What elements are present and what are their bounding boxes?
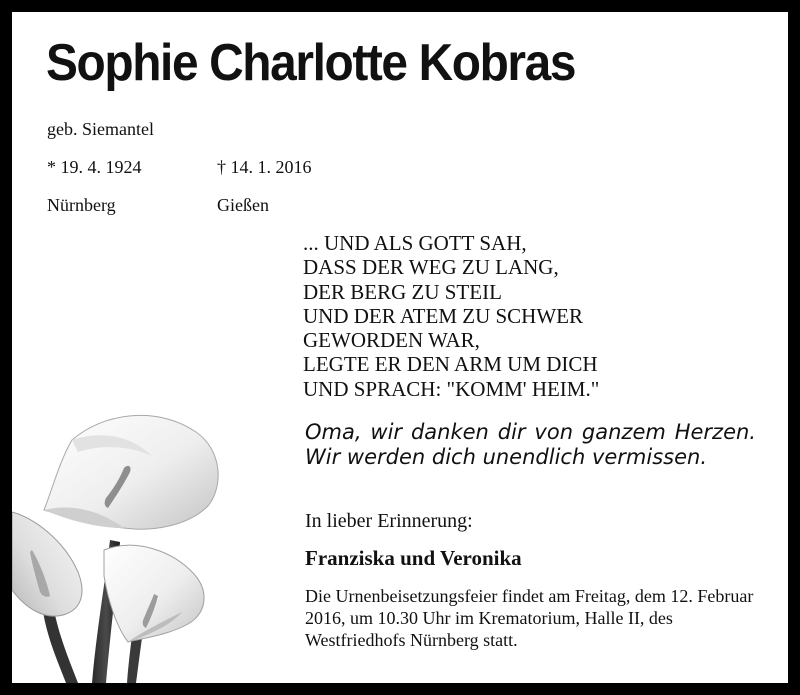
poem-line: GEWORDEN WAR, <box>303 328 480 353</box>
poem-line: DER BERG ZU STEIL <box>303 279 502 304</box>
poem-line: UND SPRACH: "KOMM' HEIM." <box>303 376 600 401</box>
memory-line: In lieber Erinnerung: <box>305 510 473 532</box>
stem <box>127 635 142 683</box>
death-place: Gießen <box>217 195 269 215</box>
deceased-name: Sophie Charlotte Kobras <box>46 34 576 92</box>
thanks-message: Oma, wir danken dir von ganzem Herzen. Wir werden dich unendlich vermissen. <box>305 420 756 469</box>
poem-line: ... UND ALS GOTT SAH, <box>303 231 527 255</box>
petal <box>12 512 82 616</box>
poem-line: LEGTE ER DEN ARM UM DICH <box>303 352 598 377</box>
calla-lily-icon <box>12 400 227 683</box>
poem-line: UND DER ATEM ZU SCHWER <box>303 303 584 328</box>
service-info: Die Urnenbeisetzungsfeier findet am Freitag, dem 12. Februar 2016, um 10.30 Uhr im Krematorium, Halle II, des Westfriedhofs Nürnberg statt. <box>305 586 754 650</box>
poem <box>303 231 599 401</box>
maiden-name: geb. Siemantel <box>47 119 154 139</box>
poem-line: DASS DER WEG ZU LANG, <box>303 255 559 280</box>
birth-date: * 19. 4. 1924 <box>47 157 142 177</box>
obituary-notice <box>12 12 788 683</box>
signers: Franziska und Veronika <box>305 546 522 570</box>
birth-place: Nürnberg <box>47 195 116 215</box>
death-date: † 14. 1. 2016 <box>217 157 312 177</box>
